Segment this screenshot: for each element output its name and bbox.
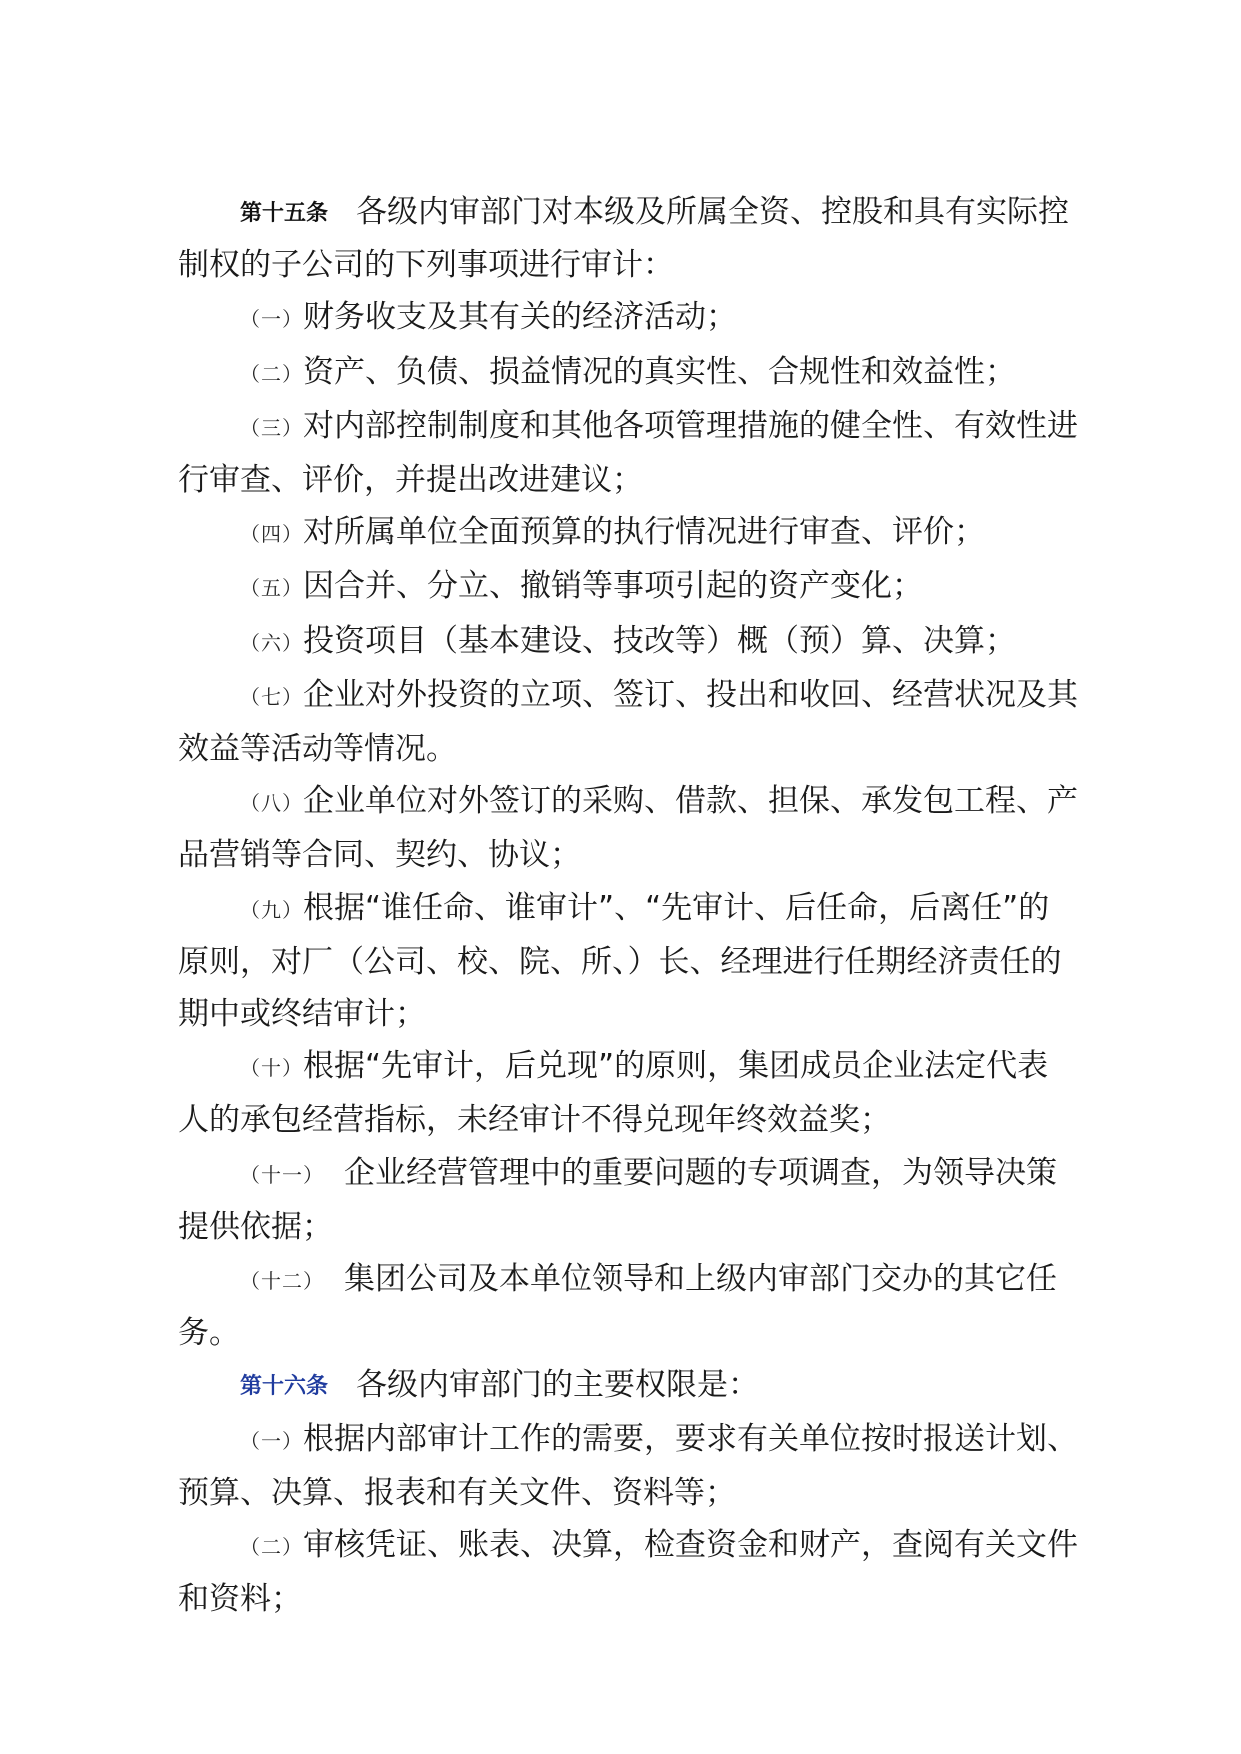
item-text: 对内部控制制度和其他各项管理措施的健全性、有效性进行审查、评价，并提出改进建议； (178, 407, 1078, 499)
item-text: 根据“先审计，后兑现”的原则，集团成员企业法定代表人的承包经营指标，未经审计不得兑现年终效益奖； (178, 1048, 1049, 1139)
article-intro: 各级内审部门对本级及所属全资、控股和具有实际控制权的子公司的下列事项进行审计： (178, 194, 1070, 284)
item-tag: （一） (240, 1428, 303, 1453)
item-tag: （二） (240, 361, 303, 386)
item-text: 企业单位对外签订的采购、借款、担保、承发包工程、产品营销等合同、契约、协议； (178, 783, 1078, 874)
item-tag: （七） (240, 684, 303, 709)
item-tag: （八） (240, 791, 303, 816)
item-text: 根据内部审计工作的需要，要求有关单位按时报送计划、预算、决算、报表和有关文件、资料等； (178, 1420, 1078, 1511)
article-heading (178, 1359, 1078, 1412)
item-text: 投资项目（基本建设、技改等）概（预）算、决算； (303, 622, 1016, 659)
item-text: 集团公司及本单位领导和上级内审部门交办的其它任务。 (178, 1261, 1057, 1352)
item-text: 资产、负债、损益情况的真实性、合规性和效益性； (303, 353, 1016, 390)
list-item (178, 291, 1078, 345)
item-tag: （五） (240, 576, 303, 601)
list-item (178, 669, 1078, 775)
item-text: 财务收支及其有关的经济活动； (303, 299, 737, 336)
list-item (178, 1253, 1078, 1359)
list-item (178, 346, 1078, 400)
list-item (178, 1413, 1078, 1519)
item-tag: （二） (240, 1535, 303, 1560)
list-item (178, 1040, 1078, 1146)
item-tag: （四） (240, 522, 303, 547)
item-tag: （十） (240, 1056, 303, 1081)
item-tag: （十一） (240, 1162, 324, 1187)
item-tag: （十二） (240, 1269, 324, 1294)
item-tag: （一） (240, 307, 303, 332)
list-item (178, 615, 1078, 669)
list-item (178, 1147, 1078, 1253)
article-intro: 各级内审部门的主要权限是： (356, 1367, 760, 1404)
item-text: 企业对外投资的立项、签订、投出和收回、经营状况及其效益等活动等情况。 (178, 676, 1078, 768)
item-tag: （九） (240, 897, 303, 922)
item-text: 根据“谁任命、谁审计”、“先审计、后任命，后离任”的原则，对厂（公司、校、院、所、）长、经理进行任期经济责任的期中或终结审计； (178, 889, 1062, 1033)
item-text: 因合并、分立、撤销等事项引起的资产变化； (303, 568, 923, 605)
list-item (178, 775, 1078, 881)
article-number: 第十五条 (240, 200, 329, 226)
article-heading (178, 186, 1078, 291)
item-tag: （六） (240, 630, 303, 655)
item-text: 审核凭证、账表、决算，检查资金和财产，查阅有关文件和资料； (178, 1527, 1078, 1618)
item-text: 对所属单位全面预算的执行情况进行审查、评价； (303, 514, 985, 551)
list-item (178, 1519, 1078, 1625)
article-number: 第十六条 (240, 1373, 329, 1400)
item-tag: （三） (240, 415, 303, 440)
list-item (178, 560, 1078, 614)
document-page (178, 186, 1078, 1625)
list-item (178, 506, 1078, 560)
item-text: 企业经营管理中的重要问题的专项调查，为领导决策提供依据； (178, 1154, 1057, 1245)
list-item (178, 400, 1078, 506)
list-item (178, 882, 1078, 1041)
